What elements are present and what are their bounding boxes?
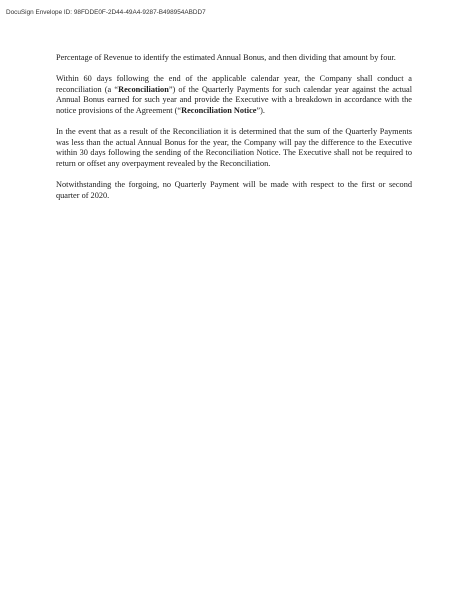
envelope-id: DocuSign Envelope ID: 98FDDE0F-2D44-49A4-9287-B498954ABDD7 bbox=[6, 9, 206, 16]
document-body bbox=[56, 53, 412, 212]
reconciliation-notice-term: Reconciliation Notice bbox=[181, 105, 257, 115]
reconciliation-text-1: Within 60 days following the end of the applicable calendar year, the Company shall conduct a reconciliation (a “ bbox=[56, 74, 412, 94]
paragraph-bonus-calculation: Percentage of Revenue to identify the estimated Annual Bonus, and then dividing that amount by four. bbox=[56, 53, 396, 62]
reconciliation-text-2: ”) of the Quarterly Payments for such calendar year against the actual Annual Bonus earned for such year and provide the Executive with a breakdown in accordance with the notice provisions of the Agreement (“ bbox=[56, 84, 413, 115]
paragraph-reconciliation bbox=[56, 74, 412, 116]
reconciliation-text-3: ”). bbox=[256, 105, 265, 115]
paragraph-exclusion: Notwithstanding the forgoing, no Quarterly Payment will be made with respect to the first or second quarter of 2020. bbox=[56, 180, 412, 200]
reconciliation-term: Reconciliation bbox=[118, 84, 169, 94]
paragraph-payment-difference: In the event that as a result of the Reconciliation it is determined that the sum of the Quarterly Payments was less than the actual Annual Bonus for the year, the Company will pay the difference to the Executive within 30 days following the sending of the Reconciliation Notice. The Executive shall not be required to return or offset any overpayment revealed by the Reconciliation. bbox=[56, 127, 412, 168]
